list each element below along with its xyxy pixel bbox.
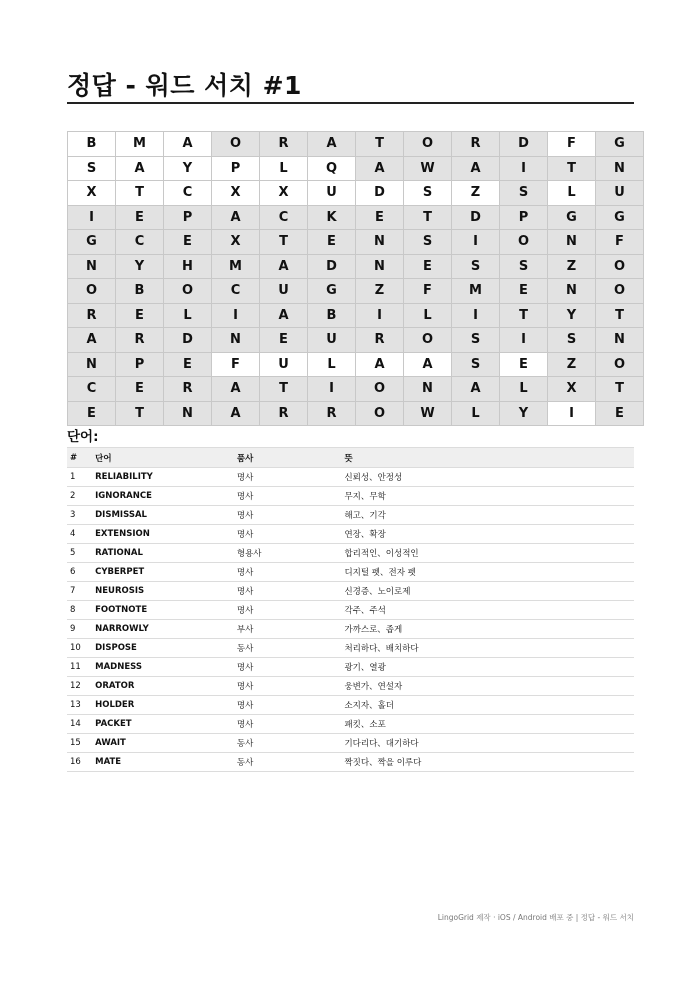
grid-cell: A <box>212 377 260 402</box>
grid-cell: A <box>452 156 500 181</box>
grid-cell: O <box>596 279 644 304</box>
word-number: 4 <box>67 525 92 544</box>
word-row <box>67 525 634 544</box>
grid-cell: N <box>164 401 212 426</box>
grid-cell: A <box>164 132 212 157</box>
grid-cell: U <box>260 279 308 304</box>
grid-row <box>68 230 644 255</box>
grid-cell: N <box>356 230 404 255</box>
grid-cell: A <box>404 352 452 377</box>
grid-cell: P <box>164 205 212 230</box>
word-meaning: 연장、확장 <box>341 525 634 544</box>
grid-cell: R <box>452 132 500 157</box>
grid-row <box>68 254 644 279</box>
grid-cell: G <box>308 279 356 304</box>
word-row <box>67 734 634 753</box>
word-number: 11 <box>67 658 92 677</box>
word-meaning: 소지자、홀더 <box>341 696 634 715</box>
grid-cell: T <box>596 303 644 328</box>
grid-cell: C <box>116 230 164 255</box>
grid-cell: T <box>404 205 452 230</box>
grid-cell: P <box>212 156 260 181</box>
page-title: 정답 - 워드 서치 #1 <box>67 71 302 100</box>
words-heading: 단어: <box>67 429 99 445</box>
word-row <box>67 487 634 506</box>
grid-cell: A <box>212 401 260 426</box>
grid-cell: B <box>116 279 164 304</box>
grid-cell: E <box>356 205 404 230</box>
word-number: 2 <box>67 487 92 506</box>
word-search-grid <box>67 131 644 426</box>
grid-cell: C <box>164 181 212 206</box>
grid-row <box>68 401 644 426</box>
word-row <box>67 506 634 525</box>
grid-cell: I <box>452 230 500 255</box>
grid-cell: E <box>164 352 212 377</box>
grid-row <box>68 181 644 206</box>
grid-cell: O <box>356 377 404 402</box>
grid-cell: I <box>308 377 356 402</box>
grid-cell: E <box>164 230 212 255</box>
word-part-of-speech: 명사 <box>234 601 342 620</box>
word-row <box>67 601 634 620</box>
footer-credit: LingoGrid 제작 · iOS / Android 배포 중 | 정답 - 워드 서치 <box>437 913 634 922</box>
grid-cell: T <box>260 230 308 255</box>
word-meaning: 신뢰성、안정성 <box>341 468 634 487</box>
grid-cell: I <box>68 205 116 230</box>
grid-cell: U <box>260 352 308 377</box>
grid-cell: T <box>116 181 164 206</box>
grid-cell: F <box>548 132 596 157</box>
grid-cell: T <box>116 401 164 426</box>
grid-cell: O <box>404 132 452 157</box>
grid-cell: R <box>68 303 116 328</box>
word-part-of-speech: 동사 <box>234 734 342 753</box>
word-row <box>67 563 634 582</box>
grid-cell: I <box>212 303 260 328</box>
grid-cell: E <box>500 352 548 377</box>
grid-cell: A <box>308 132 356 157</box>
grid-cell: N <box>68 254 116 279</box>
grid-cell: L <box>452 401 500 426</box>
grid-cell: N <box>212 328 260 353</box>
word-meaning: 디지털 펫、전자 펫 <box>341 563 634 582</box>
word-meaning: 해고、기각 <box>341 506 634 525</box>
word-meaning: 합리적인、이성적인 <box>341 544 634 563</box>
word-row <box>67 715 634 734</box>
grid-cell: D <box>356 181 404 206</box>
word-number: 8 <box>67 601 92 620</box>
title-divider <box>67 102 634 104</box>
word-part-of-speech: 명사 <box>234 696 342 715</box>
grid-cell: R <box>356 328 404 353</box>
grid-row <box>68 279 644 304</box>
word-part-of-speech: 형용사 <box>234 544 342 563</box>
grid-cell: Y <box>548 303 596 328</box>
grid-row <box>68 352 644 377</box>
grid-cell: L <box>260 156 308 181</box>
grid-cell: G <box>548 205 596 230</box>
word-number: 9 <box>67 620 92 639</box>
grid-cell: R <box>116 328 164 353</box>
grid-cell: B <box>308 303 356 328</box>
grid-cell: H <box>164 254 212 279</box>
word-list-table <box>67 447 634 772</box>
grid-cell: A <box>452 377 500 402</box>
grid-cell: M <box>452 279 500 304</box>
grid-cell: E <box>116 303 164 328</box>
grid-cell: A <box>260 254 308 279</box>
grid-cell: O <box>404 328 452 353</box>
grid-cell: Z <box>356 279 404 304</box>
word-row <box>67 639 634 658</box>
grid-cell: L <box>404 303 452 328</box>
grid-cell: T <box>548 156 596 181</box>
grid-cell: T <box>260 377 308 402</box>
word-part-of-speech: 명사 <box>234 487 342 506</box>
word-row <box>67 582 634 601</box>
grid-row <box>68 328 644 353</box>
grid-cell: N <box>548 230 596 255</box>
word-number: 3 <box>67 506 92 525</box>
word-text: IGNORANCE <box>92 487 234 506</box>
word-row <box>67 658 634 677</box>
word-number: 16 <box>67 753 92 772</box>
grid-cell: R <box>164 377 212 402</box>
grid-cell: L <box>500 377 548 402</box>
grid-cell: E <box>116 377 164 402</box>
grid-cell: N <box>68 352 116 377</box>
word-text: AWAIT <box>92 734 234 753</box>
grid-cell: O <box>500 230 548 255</box>
grid-cell: Y <box>164 156 212 181</box>
grid-cell: D <box>308 254 356 279</box>
grid-cell: A <box>116 156 164 181</box>
grid-cell: F <box>212 352 260 377</box>
grid-cell: M <box>116 132 164 157</box>
header-word: 단어 <box>92 448 234 468</box>
grid-cell: P <box>500 205 548 230</box>
word-part-of-speech: 명사 <box>234 677 342 696</box>
word-text: DISPOSE <box>92 639 234 658</box>
grid-cell: A <box>212 205 260 230</box>
grid-cell: Z <box>452 181 500 206</box>
word-number: 7 <box>67 582 92 601</box>
grid-cell: Z <box>548 254 596 279</box>
grid-cell: N <box>356 254 404 279</box>
grid-cell: S <box>452 254 500 279</box>
grid-cell: E <box>596 401 644 426</box>
grid-cell: D <box>500 132 548 157</box>
word-meaning: 패킷、소포 <box>341 715 634 734</box>
grid-cell: N <box>404 377 452 402</box>
word-text: PACKET <box>92 715 234 734</box>
grid-row <box>68 156 644 181</box>
word-text: CYBERPET <box>92 563 234 582</box>
word-meaning: 무지、무학 <box>341 487 634 506</box>
grid-cell: L <box>308 352 356 377</box>
grid-cell: C <box>260 205 308 230</box>
grid-cell: F <box>404 279 452 304</box>
word-text: EXTENSION <box>92 525 234 544</box>
grid-cell: M <box>212 254 260 279</box>
word-part-of-speech: 명사 <box>234 525 342 544</box>
grid-cell: T <box>596 377 644 402</box>
grid-cell: L <box>164 303 212 328</box>
grid-cell: O <box>596 352 644 377</box>
word-text: MADNESS <box>92 658 234 677</box>
grid-cell: O <box>212 132 260 157</box>
grid-cell: E <box>260 328 308 353</box>
grid-cell: S <box>500 181 548 206</box>
grid-cell: X <box>260 181 308 206</box>
grid-cell: S <box>500 254 548 279</box>
word-meaning: 광기、열광 <box>341 658 634 677</box>
grid-cell: E <box>68 401 116 426</box>
word-part-of-speech: 명사 <box>234 468 342 487</box>
grid-cell: G <box>68 230 116 255</box>
word-text: FOOTNOTE <box>92 601 234 620</box>
grid-cell: O <box>596 254 644 279</box>
grid-cell: S <box>548 328 596 353</box>
grid-cell: W <box>404 156 452 181</box>
word-part-of-speech: 명사 <box>234 506 342 525</box>
word-number: 1 <box>67 468 92 487</box>
grid-cell: C <box>68 377 116 402</box>
word-number: 5 <box>67 544 92 563</box>
grid-cell: I <box>452 303 500 328</box>
word-number: 6 <box>67 563 92 582</box>
grid-cell: R <box>260 132 308 157</box>
grid-cell: X <box>68 181 116 206</box>
word-meaning: 각주、주석 <box>341 601 634 620</box>
grid-cell: W <box>404 401 452 426</box>
grid-cell: I <box>548 401 596 426</box>
word-part-of-speech: 동사 <box>234 753 342 772</box>
word-number: 14 <box>67 715 92 734</box>
word-text: RELIABILITY <box>92 468 234 487</box>
grid-cell: O <box>356 401 404 426</box>
grid-cell: X <box>548 377 596 402</box>
grid-cell: S <box>452 328 500 353</box>
grid-cell: X <box>212 181 260 206</box>
word-meaning: 기다리다、대기하다 <box>341 734 634 753</box>
grid-row <box>68 377 644 402</box>
grid-cell: N <box>596 328 644 353</box>
grid-cell: P <box>116 352 164 377</box>
word-number: 15 <box>67 734 92 753</box>
header-meaning: 뜻 <box>341 448 634 468</box>
word-part-of-speech: 명사 <box>234 563 342 582</box>
grid-cell: X <box>212 230 260 255</box>
grid-cell: K <box>308 205 356 230</box>
grid-cell: Y <box>500 401 548 426</box>
word-number: 13 <box>67 696 92 715</box>
grid-cell: C <box>212 279 260 304</box>
grid-cell: R <box>308 401 356 426</box>
word-row <box>67 468 634 487</box>
word-text: NARROWLY <box>92 620 234 639</box>
grid-cell: U <box>308 181 356 206</box>
grid-cell: N <box>548 279 596 304</box>
word-text: MATE <box>92 753 234 772</box>
grid-cell: G <box>596 205 644 230</box>
header-number: # <box>67 448 92 468</box>
word-number: 12 <box>67 677 92 696</box>
word-text: DISMISSAL <box>92 506 234 525</box>
grid-cell: B <box>68 132 116 157</box>
grid-cell: R <box>260 401 308 426</box>
word-part-of-speech: 부사 <box>234 620 342 639</box>
word-row <box>67 620 634 639</box>
word-meaning: 짝짓다、짝을 이루다 <box>341 753 634 772</box>
grid-cell: E <box>500 279 548 304</box>
word-meaning: 처리하다、배치하다 <box>341 639 634 658</box>
grid-cell: L <box>548 181 596 206</box>
word-text: HOLDER <box>92 696 234 715</box>
grid-cell: A <box>260 303 308 328</box>
grid-cell: Q <box>308 156 356 181</box>
word-text: RATIONAL <box>92 544 234 563</box>
word-number: 10 <box>67 639 92 658</box>
word-row <box>67 753 634 772</box>
word-row <box>67 696 634 715</box>
grid-cell: O <box>68 279 116 304</box>
grid-cell: F <box>596 230 644 255</box>
word-meaning: 웅변가、연설자 <box>341 677 634 696</box>
grid-cell: S <box>404 230 452 255</box>
word-part-of-speech: 동사 <box>234 639 342 658</box>
grid-cell: E <box>116 205 164 230</box>
grid-cell: G <box>596 132 644 157</box>
grid-cell: N <box>596 156 644 181</box>
grid-row <box>68 205 644 230</box>
grid-cell: Z <box>548 352 596 377</box>
grid-cell: E <box>308 230 356 255</box>
grid-cell: E <box>404 254 452 279</box>
grid-cell: U <box>596 181 644 206</box>
word-row <box>67 677 634 696</box>
grid-cell: T <box>500 303 548 328</box>
grid-cell: A <box>68 328 116 353</box>
grid-row <box>68 303 644 328</box>
grid-cell: U <box>308 328 356 353</box>
grid-cell: I <box>356 303 404 328</box>
word-list-header-row <box>67 448 634 468</box>
grid-cell: D <box>164 328 212 353</box>
word-meaning: 신경증、노이로제 <box>341 582 634 601</box>
grid-cell: I <box>500 156 548 181</box>
word-row <box>67 544 634 563</box>
grid-row <box>68 132 644 157</box>
grid-cell: A <box>356 352 404 377</box>
header-part-of-speech: 품사 <box>234 448 342 468</box>
grid-cell: A <box>356 156 404 181</box>
grid-cell: D <box>452 205 500 230</box>
word-part-of-speech: 명사 <box>234 715 342 734</box>
word-part-of-speech: 명사 <box>234 658 342 677</box>
word-text: ORATOR <box>92 677 234 696</box>
word-part-of-speech: 명사 <box>234 582 342 601</box>
grid-cell: S <box>452 352 500 377</box>
word-meaning: 가까스로、좁게 <box>341 620 634 639</box>
grid-cell: S <box>68 156 116 181</box>
word-text: NEUROSIS <box>92 582 234 601</box>
grid-cell: Y <box>116 254 164 279</box>
grid-cell: T <box>356 132 404 157</box>
grid-cell: S <box>404 181 452 206</box>
grid-cell: I <box>500 328 548 353</box>
grid-cell: O <box>164 279 212 304</box>
